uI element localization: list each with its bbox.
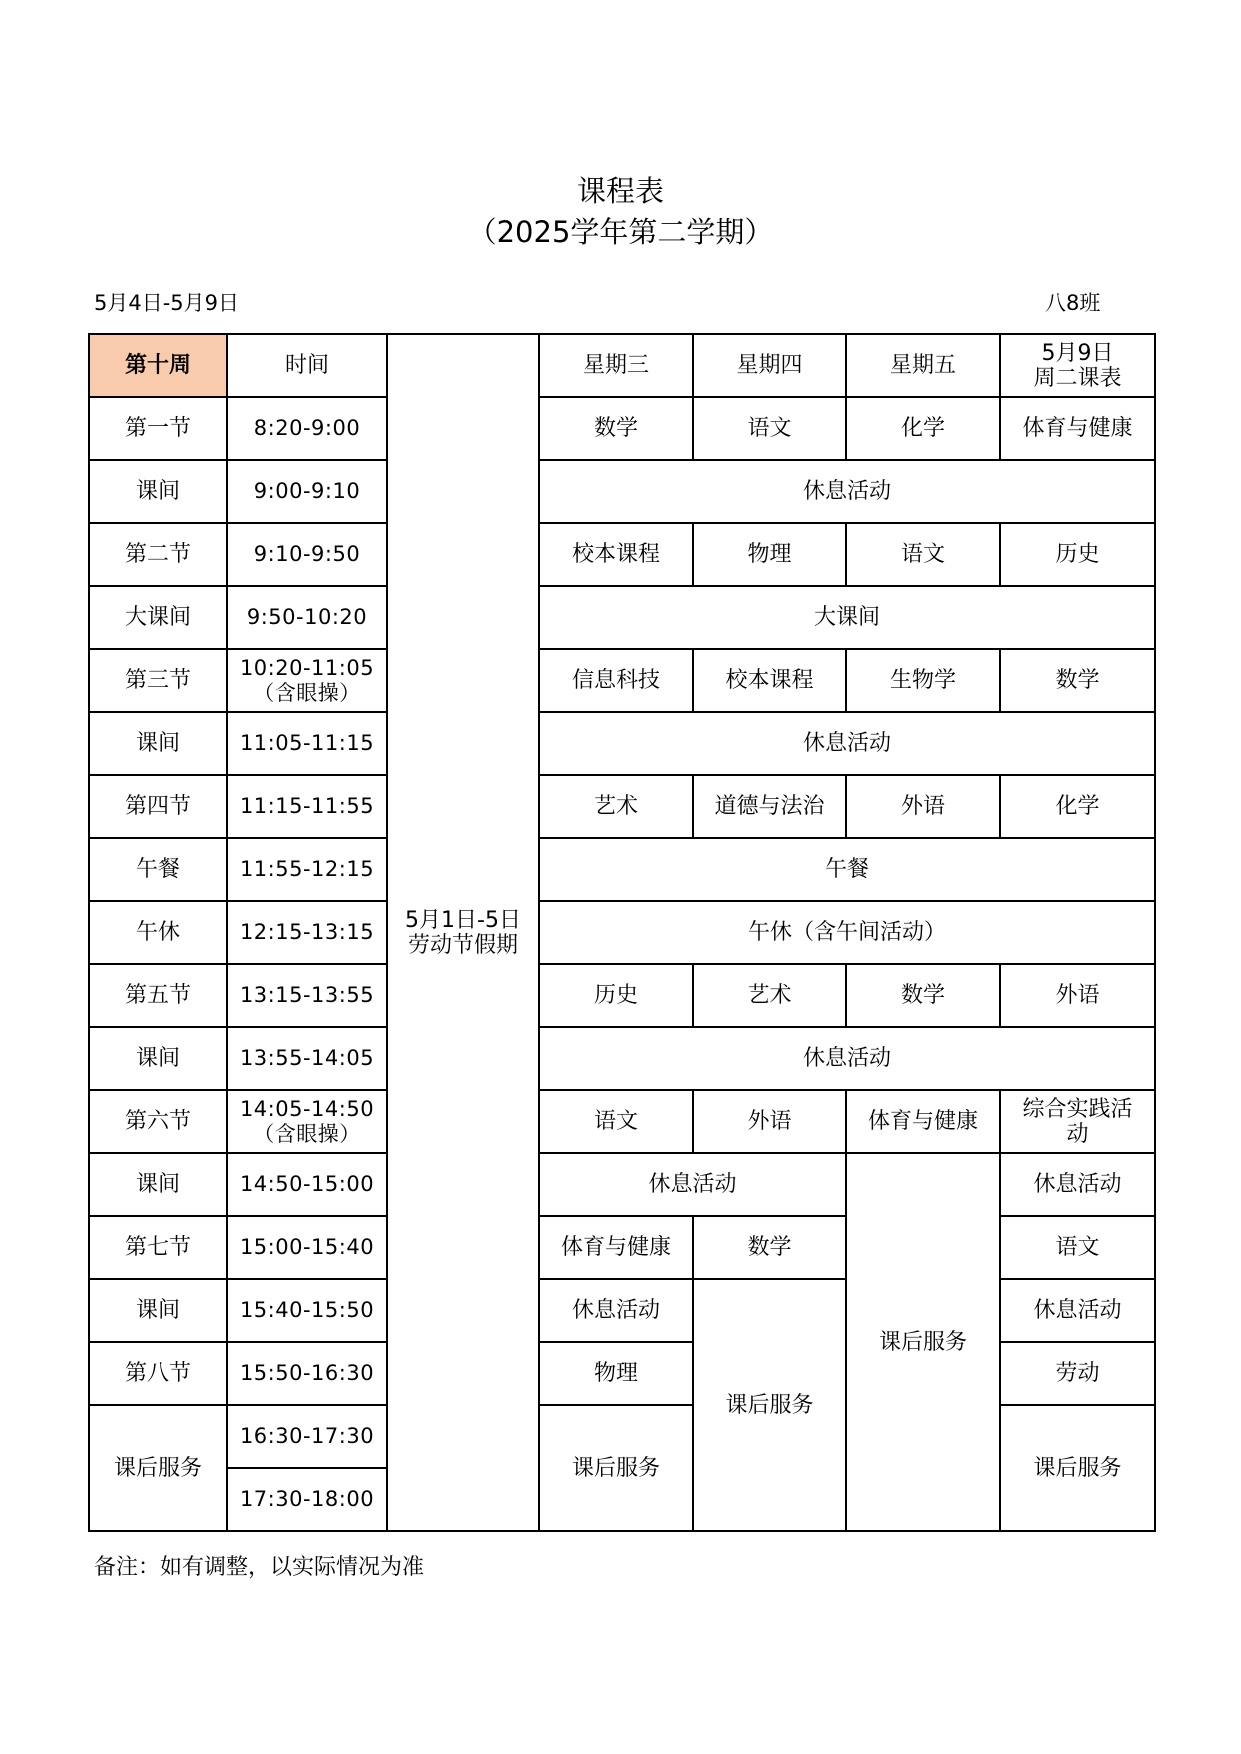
period-time: 10:20-11:05 （含眼操）: [227, 649, 387, 712]
break-cell: 休息活动: [539, 712, 1155, 775]
day-header-wed: 星期三: [539, 334, 693, 397]
period-label: 第三节: [89, 649, 227, 712]
course-cell: 外语: [693, 1090, 846, 1153]
course-cell: 生物学: [846, 649, 1000, 712]
table-row: [89, 586, 1155, 649]
after-school-cell: 课后服务: [693, 1279, 846, 1531]
table-row: [89, 1153, 1155, 1216]
course-cell: 历史: [1000, 523, 1155, 586]
course-cell: 体育与健康: [846, 1090, 1000, 1153]
course-cell: 休息活动: [1000, 1279, 1155, 1342]
course-cell: 历史: [539, 964, 693, 1027]
course-cell: 物理: [539, 1342, 693, 1405]
course-cell: 物理: [693, 523, 846, 586]
course-cell: 艺术: [539, 775, 693, 838]
table-row: [89, 1090, 1155, 1153]
class-name: 八8班: [1045, 291, 1101, 315]
date-range: 5月4日-5月9日: [94, 291, 240, 315]
period-time: 17:30-18:00: [227, 1468, 387, 1531]
footer-note: 备注：如有调整，以实际情况为准: [94, 1555, 425, 1580]
day-header-special: 5月9日 周二课表: [1000, 334, 1155, 397]
course-cell: 数学: [539, 397, 693, 460]
course-cell: 校本课程: [539, 523, 693, 586]
period-label: 第五节: [89, 964, 227, 1027]
course-cell: 劳动: [1000, 1342, 1155, 1405]
period-time: 9:50-10:20: [227, 586, 387, 649]
period-label: 课后服务: [89, 1405, 227, 1531]
period-label: 课间: [89, 712, 227, 775]
period-time: 12:15-13:15: [227, 901, 387, 964]
break-cell: 休息活动: [539, 1153, 846, 1216]
course-cell: 外语: [1000, 964, 1155, 1027]
period-time: 8:20-9:00: [227, 397, 387, 460]
period-time: 11:05-11:15: [227, 712, 387, 775]
week-label: 第十周: [89, 334, 227, 397]
page-subtitle: （2025学年第二学期）: [467, 215, 774, 249]
day-header-thu: 星期四: [693, 334, 846, 397]
period-label: 第一节: [89, 397, 227, 460]
course-cell: 综合实践活 动: [1000, 1090, 1155, 1153]
course-cell: 语文: [1000, 1216, 1155, 1279]
period-time: 11:15-11:55: [227, 775, 387, 838]
course-cell: 语文: [693, 397, 846, 460]
period-time: 15:50-16:30: [227, 1342, 387, 1405]
table-row: [89, 523, 1155, 586]
period-time: 13:55-14:05: [227, 1027, 387, 1090]
schedule-table: [88, 333, 1156, 1532]
after-school-cell: 课后服务: [1000, 1405, 1155, 1531]
course-cell: 外语: [846, 775, 1000, 838]
period-label: 午餐: [89, 838, 227, 901]
table-row: [89, 460, 1155, 523]
period-time: 14:50-15:00: [227, 1153, 387, 1216]
table-row: [89, 712, 1155, 775]
course-cell: 数学: [693, 1216, 846, 1279]
break-cell: 休息活动: [539, 460, 1155, 523]
holiday-cell: 5月1日-5日 劳动节假期: [387, 334, 539, 1531]
period-label: 第二节: [89, 523, 227, 586]
page-title: 课程表: [576, 174, 664, 208]
table-row: [89, 649, 1155, 712]
course-cell: 体育与健康: [1000, 397, 1155, 460]
table-row: [89, 1027, 1155, 1090]
period-time: 15:40-15:50: [227, 1279, 387, 1342]
break-cell: 午餐: [539, 838, 1155, 901]
period-time: 15:00-15:40: [227, 1216, 387, 1279]
course-cell: 休息活动: [539, 1279, 693, 1342]
after-school-cell: 课后服务: [539, 1405, 693, 1531]
course-cell: 数学: [1000, 649, 1155, 712]
break-cell: 大课间: [539, 586, 1155, 649]
course-cell: 校本课程: [693, 649, 846, 712]
course-cell: 体育与健康: [539, 1216, 693, 1279]
period-label: 大课间: [89, 586, 227, 649]
table-row: [89, 964, 1155, 1027]
course-cell: 艺术: [693, 964, 846, 1027]
period-label: 第六节: [89, 1090, 227, 1153]
break-cell: 休息活动: [539, 1027, 1155, 1090]
course-cell: 休息活动: [1000, 1153, 1155, 1216]
course-cell: 化学: [846, 397, 1000, 460]
time-header: 时间: [227, 334, 387, 397]
period-label: 课间: [89, 460, 227, 523]
period-time: 13:15-13:55: [227, 964, 387, 1027]
period-time: 9:00-9:10: [227, 460, 387, 523]
period-label: 课间: [89, 1279, 227, 1342]
period-label: 第七节: [89, 1216, 227, 1279]
period-label: 午休: [89, 901, 227, 964]
period-time: 14:05-14:50 （含眼操）: [227, 1090, 387, 1153]
course-cell: 道德与法治: [693, 775, 846, 838]
period-label: 课间: [89, 1027, 227, 1090]
course-cell: 数学: [846, 964, 1000, 1027]
after-school-cell: 课后服务: [846, 1153, 1000, 1531]
period-label: 第四节: [89, 775, 227, 838]
table-row: [89, 775, 1155, 838]
course-cell: 语文: [846, 523, 1000, 586]
table-row: [89, 901, 1155, 964]
course-cell: 语文: [539, 1090, 693, 1153]
table-row: [89, 397, 1155, 460]
break-cell: 午休（含午间活动）: [539, 901, 1155, 964]
course-cell: 信息科技: [539, 649, 693, 712]
table-header-row: [89, 334, 1155, 397]
period-time: 11:55-12:15: [227, 838, 387, 901]
course-cell: 化学: [1000, 775, 1155, 838]
period-label: 课间: [89, 1153, 227, 1216]
period-label: 第八节: [89, 1342, 227, 1405]
period-time: 16:30-17:30: [227, 1405, 387, 1468]
table-row: [89, 838, 1155, 901]
day-header-fri: 星期五: [846, 334, 1000, 397]
period-time: 9:10-9:50: [227, 523, 387, 586]
